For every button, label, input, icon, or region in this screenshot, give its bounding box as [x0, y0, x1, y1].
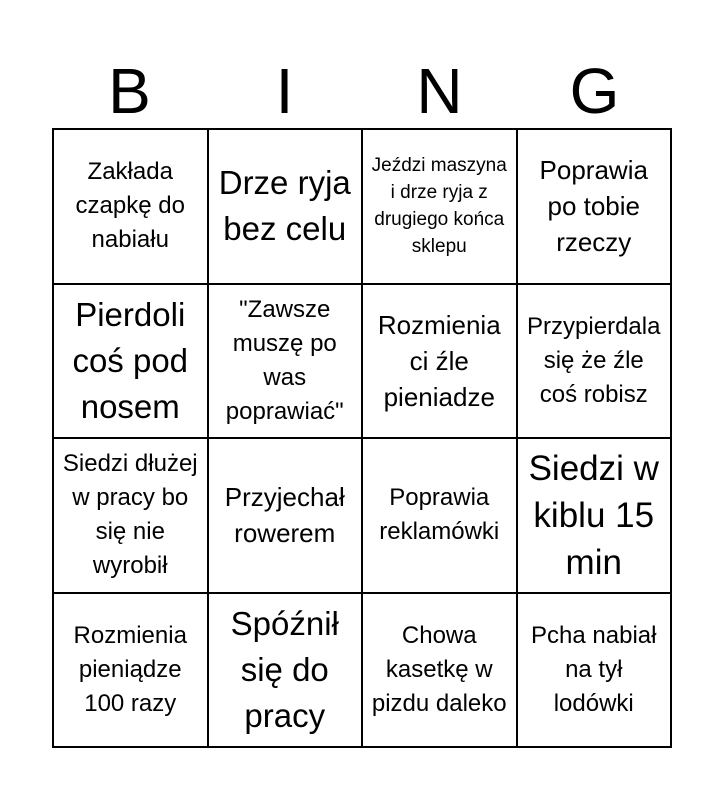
bingo-cell-r3-c3[interactable]	[517, 593, 672, 748]
cell-text: Rozmienia ci źle pieniadze	[377, 309, 501, 412]
bingo-cell-r0-c1[interactable]	[208, 129, 363, 284]
cell-text: "Zawsze muszę po was poprawiać"	[225, 295, 344, 425]
bingo-cell-r1-c1[interactable]	[208, 284, 363, 439]
bingo-cell-r3-c2[interactable]	[362, 593, 517, 748]
bingo-cell-r2-c2[interactable]	[362, 438, 517, 593]
bingo-grid	[52, 128, 672, 748]
bingo-cell-r3-c0[interactable]	[53, 593, 208, 748]
bingo-cell-r3-c1[interactable]	[208, 593, 363, 748]
cell-text: Chowa kasetkę w pizdu daleko	[371, 621, 507, 717]
bingo-cell-r2-c0[interactable]	[53, 438, 208, 593]
header-letter-g: G	[569, 55, 620, 127]
header-letter-b: B	[108, 55, 151, 127]
cell-text: Rozmienia pieniądze 100 razy	[73, 621, 187, 717]
bingo-cell-r0-c0[interactable]	[53, 129, 208, 284]
header-letter-i: I	[275, 55, 294, 127]
cell-text: Przypierdala się że źle coś robisz	[527, 312, 661, 408]
cell-text: Zakłada czapkę do nabiału	[75, 158, 185, 254]
bingo-cell-r0-c3[interactable]	[517, 129, 672, 284]
cell-text: Drze ryja bez celu	[218, 164, 351, 248]
bingo-cell-r2-c1[interactable]	[208, 438, 363, 593]
bingo-header	[52, 55, 672, 127]
cell-text: Siedzi dłużej w pracy bo się nie wyrobił	[62, 450, 198, 580]
bingo-cell-r0-c2[interactable]	[362, 129, 517, 284]
cell-text: Siedzi w kiblu 15 min	[528, 448, 659, 582]
header-letter-n: N	[416, 55, 463, 127]
cell-text: Poprawia po tobie rzeczy	[539, 155, 648, 258]
cell-text: Jeździ maszyna i drze ryja z drugiego końca sklepu	[371, 155, 507, 258]
cell-text: Pcha nabiał na tył lodówki	[531, 621, 657, 717]
cell-text: Przyjechał rowerem	[224, 482, 345, 549]
cell-text: Pierdoli coś pod nosem	[72, 295, 189, 425]
cell-text: Spóźnił się do pracy	[230, 604, 339, 734]
bingo-cell-r1-c2[interactable]	[362, 284, 517, 439]
cell-text: Poprawia reklamówki	[379, 484, 500, 546]
bingo-cell-r1-c0[interactable]	[53, 284, 208, 439]
bingo-cell-r1-c3[interactable]	[517, 284, 672, 439]
bingo-cell-r2-c3[interactable]	[517, 438, 672, 593]
